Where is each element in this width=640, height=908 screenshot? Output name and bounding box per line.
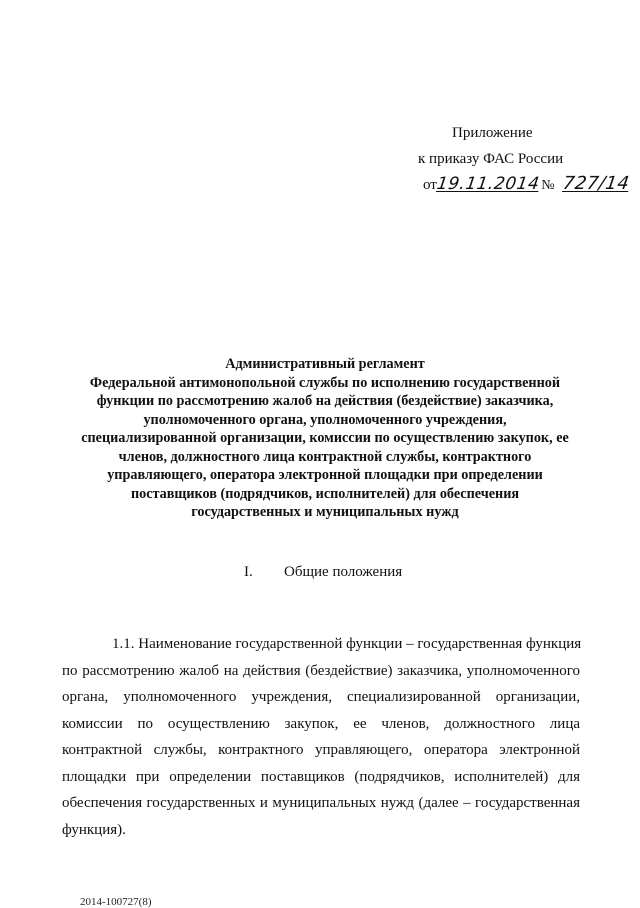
title-line: членов, должностного лица контрактной службы, контрактного <box>118 448 532 465</box>
title-line: Федеральной антимонопольной службы по исполнению государственной <box>89 374 561 391</box>
appendix-header <box>0 0 640 200</box>
paragraph-line: органа, уполномоченного учреждения, специализированной организации, <box>62 689 580 705</box>
paragraph-line: площадки при определении поставщиков (подрядчиков, исполнителей) для <box>62 768 580 785</box>
number-sign: № <box>541 178 555 193</box>
paragraph-line: 1.1. Наименование государственной функции – государственная функция <box>112 636 582 652</box>
title-line: Административный регламент <box>225 356 425 372</box>
title-line: управляющего, оператора электронной площадки при определении <box>107 467 543 483</box>
section-number: I. <box>244 564 253 580</box>
title-line: уполномоченного органа, уполномоченного учреждения, <box>143 411 507 428</box>
document-title <box>60 355 590 522</box>
section-heading <box>244 563 402 581</box>
paragraph-line: функция). <box>62 821 126 838</box>
body-paragraph <box>62 631 580 843</box>
section-title: Общие положения <box>284 564 403 580</box>
handwritten-order-number: 727/14 <box>561 173 631 194</box>
document-code: 2014-100727(8) <box>80 896 152 908</box>
order-date-number <box>423 175 629 195</box>
paragraph-line: комиссии по осуществлению закупок, ее членов, должностного лица <box>62 715 580 732</box>
paragraph-line: обеспечения государственных и муниципальных нужд (далее – государственная <box>62 795 580 811</box>
date-prefix: от <box>423 177 437 193</box>
title-line: поставщиков (подрядчиков, исполнителей) для обеспечения <box>130 485 520 502</box>
handwritten-date: 19.11.2014 <box>435 174 541 194</box>
paragraph-line: по рассмотрению жалоб на действия (бездействие) заказчика, уполномоченного <box>62 662 580 679</box>
paragraph-line: контрактной службы, контрактного управляющего, оператора электронной <box>62 742 580 758</box>
title-line: государственных и муниципальных нужд <box>191 504 459 520</box>
order-reference: к приказу ФАС России <box>418 151 564 167</box>
appendix-label: Приложение <box>452 125 533 141</box>
title-line: функции по рассмотрению жалоб на действия (бездействие) заказчика, <box>96 393 554 409</box>
title-line: специализированной организации, комиссии по осуществлению закупок, ее <box>81 430 569 446</box>
